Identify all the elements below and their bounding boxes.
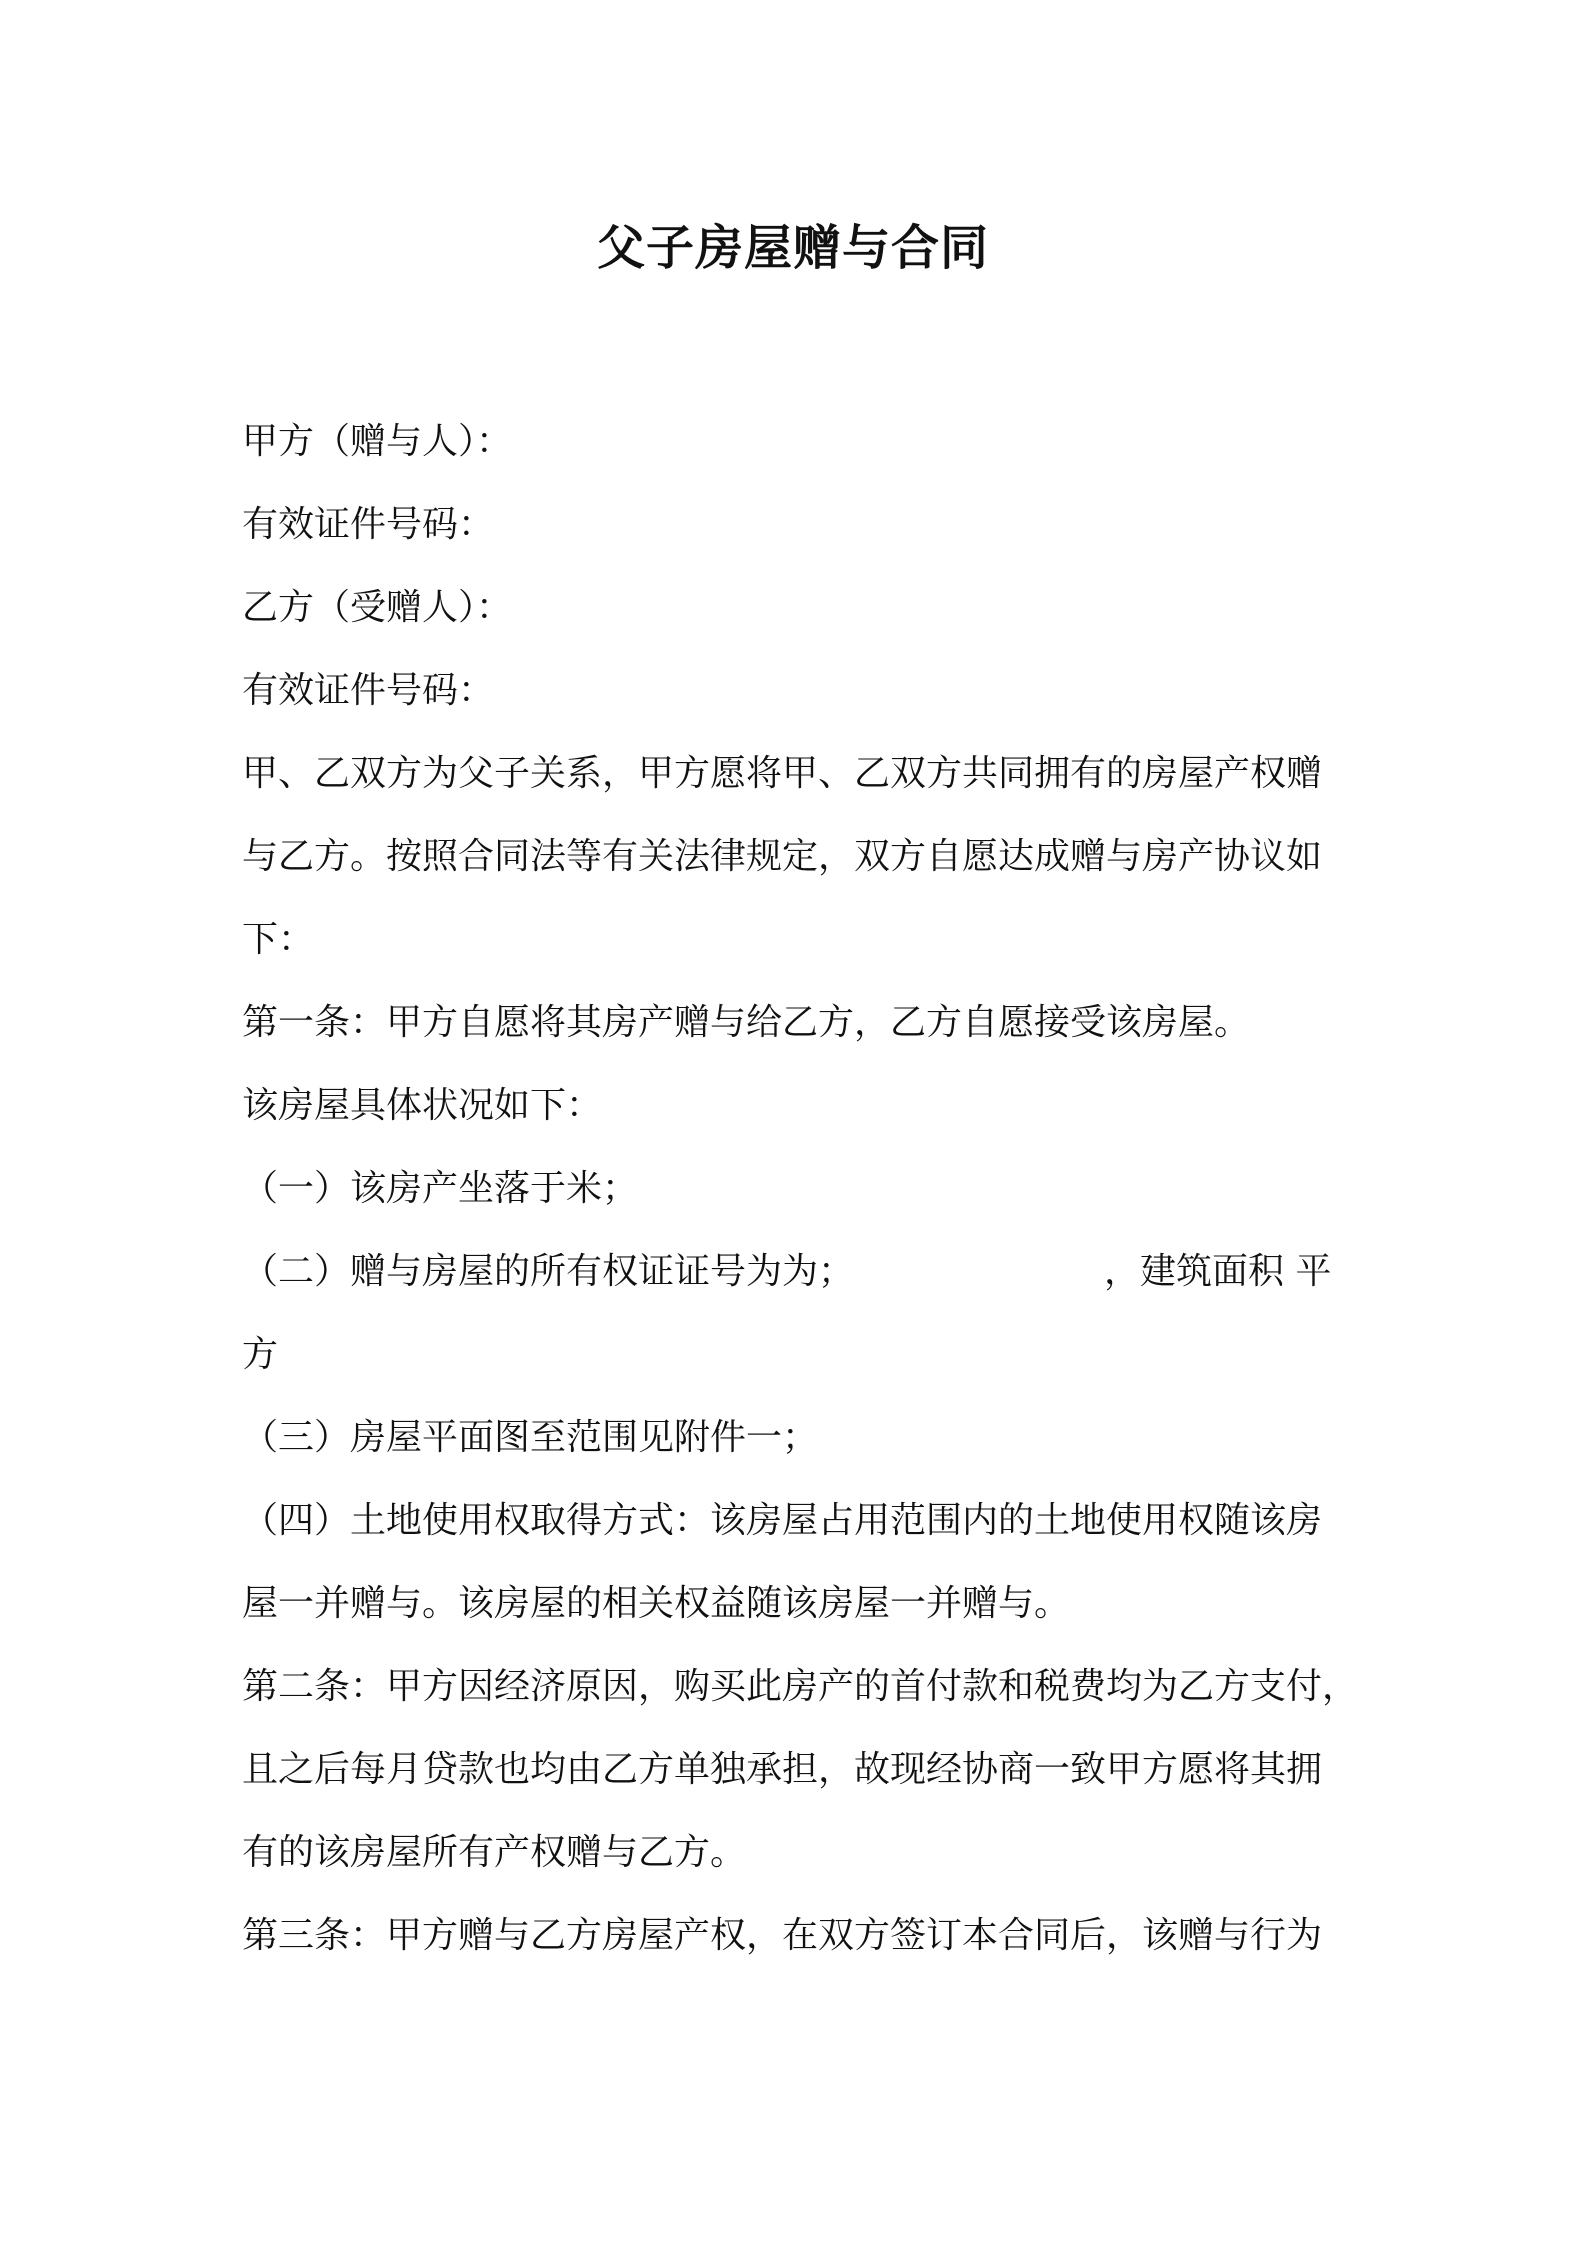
text-line-item-2: [242, 1230, 1360, 1313]
text-line: 第三条：甲方赠与乙方房屋产权，在双方签订本合同后，该赠与行为: [242, 1915, 1323, 1956]
item-2-prefix: （二）赠与房屋的所有权证证号为为；: [242, 1251, 855, 1292]
text-line: 第一条：甲方自愿将其房产赠与给乙方，乙方自愿接受该房屋。: [242, 1002, 1251, 1043]
text-line: 乙方（受赠人）：: [242, 587, 513, 628]
text-line: 甲方（赠与人）：: [242, 421, 513, 462]
text-line: 有效证件号码：: [242, 670, 495, 711]
item-2-suffix: ，建筑面积 平: [1104, 1251, 1332, 1292]
document-body: [242, 400, 1360, 1977]
text-line: 下：: [242, 919, 315, 960]
text-line: 屋一并赠与。该房屋的相关权益随该房屋一并赠与。: [242, 1583, 1071, 1624]
text-line: 有的该房屋所有产权赠与乙方。: [242, 1832, 747, 1873]
text-line: 第二条：甲方因经济原因，购买此房产的首付款和税费均为乙方支付，: [242, 1666, 1359, 1707]
document-title: 父子房屋赠与合同: [596, 220, 989, 276]
text-line: 有效证件号码：: [242, 504, 495, 545]
text-line: （四）土地使用权取得方式：该房屋占用范围内的土地使用权随该房: [242, 1500, 1323, 1541]
text-line: 甲、乙双方为父子关系，甲方愿将甲、乙双方共同拥有的房屋产权赠: [242, 753, 1323, 794]
text-line: （三）房屋平面图至范围见附件一；: [242, 1417, 819, 1458]
text-line: 与乙方。按照合同法等有关法律规定，双方自愿达成赠与房产协议如: [242, 836, 1323, 877]
text-line: （一）该房产坐落于米；: [242, 1168, 639, 1209]
text-line: 该房屋具体状况如下：: [242, 1085, 603, 1126]
text-line: 且之后每月贷款也均由乙方单独承担，故现经协商一致甲方愿将其拥: [242, 1749, 1323, 1790]
text-line: 方: [242, 1334, 279, 1375]
